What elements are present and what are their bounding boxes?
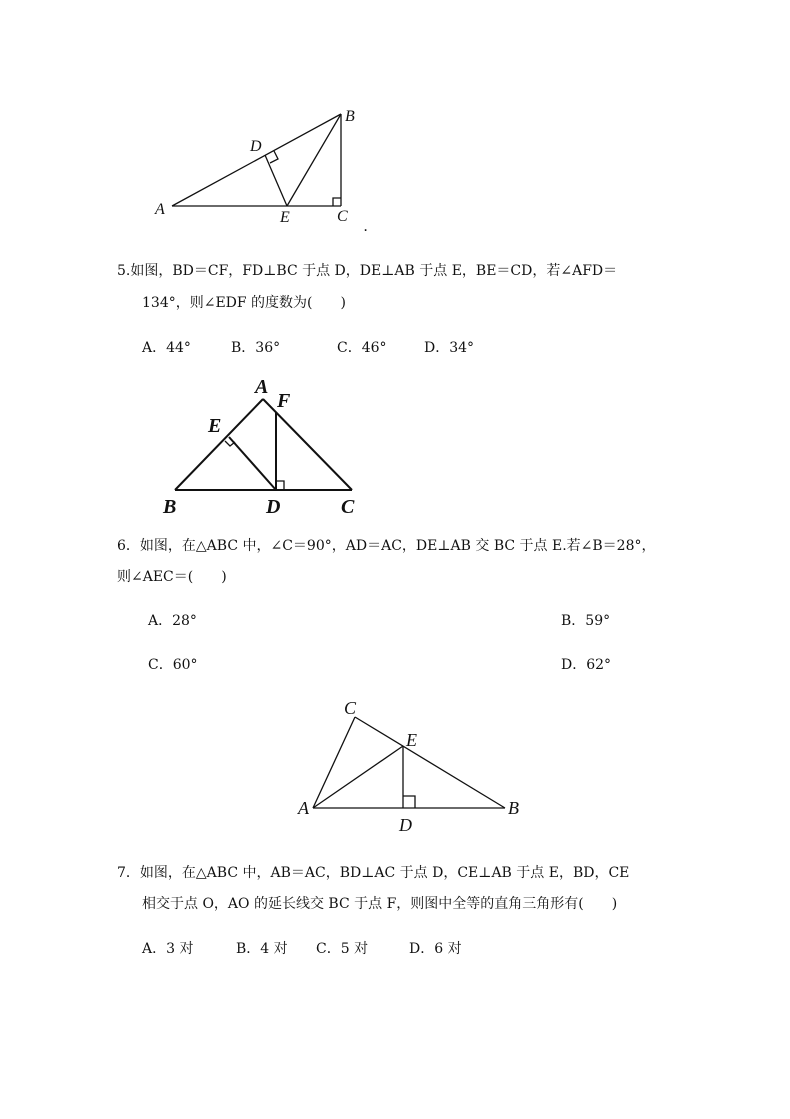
label-a: A <box>255 376 269 398</box>
trailing-dot: . <box>364 218 368 235</box>
label-a: A <box>298 798 309 818</box>
q5-option-c[interactable]: C．46° <box>337 340 387 356</box>
figure-2 <box>162 376 355 518</box>
label-d: D <box>266 496 281 518</box>
q6-option-a[interactable]: A．28° <box>148 613 197 629</box>
q7-option-d[interactable]: D．6 对 <box>409 941 462 957</box>
right-angle-mark-c <box>333 198 341 206</box>
question-6-line-2: 则∠AEC＝( ) <box>117 569 227 585</box>
label-d: D <box>399 815 412 835</box>
segment-cb <box>355 717 505 808</box>
label-d: D <box>250 138 262 155</box>
q6-option-d[interactable]: D．62° <box>561 657 612 673</box>
label-b: B <box>345 108 355 125</box>
label-f: F <box>277 390 291 412</box>
label-c: C <box>341 496 355 518</box>
segment-ab <box>175 399 263 490</box>
label-e: E <box>406 730 417 750</box>
q7-option-b[interactable]: B．4 对 <box>236 941 288 957</box>
figure-1 <box>154 108 368 235</box>
right-angle-mark-d <box>270 151 278 163</box>
q5-option-d[interactable]: D．34° <box>424 340 475 356</box>
right-angle-mark-d <box>276 481 284 490</box>
q6-option-c[interactable]: C．60° <box>148 657 198 673</box>
label-b: B <box>163 496 177 518</box>
figure-3 <box>297 698 519 835</box>
question-5-line-1: 5.如图，BD＝CF，FD⊥BC 于点 D，DE⊥AB 于点 E，BE＝CD，若∠AFD＝ <box>117 263 618 279</box>
segment-ed <box>229 437 276 490</box>
question-7-line-2: 相交于点 O，AO 的延长线交 BC 于点 F，则图中全等的直角三角形有( ) <box>142 896 618 912</box>
question-5-line-2: 134°，则∠EDF 的度数为( ) <box>142 295 346 311</box>
right-angle-mark-d <box>403 796 415 808</box>
segment-ae <box>313 746 403 808</box>
q5-option-a[interactable]: A．44° <box>142 340 191 356</box>
segment-ac <box>263 399 352 490</box>
segment-ab <box>172 114 341 206</box>
label-e: E <box>280 209 290 226</box>
q7-option-a[interactable]: A．3 对 <box>142 941 194 957</box>
q5-option-b[interactable]: B．36° <box>231 340 281 356</box>
label-a: A <box>155 201 165 218</box>
question-6-line-1: 6．如图，在△ABC 中，∠C＝90°，AD＝AC，DE⊥AB 交 BC 于点 E.若∠B＝28°， <box>117 538 656 554</box>
label-c: C <box>337 208 348 225</box>
segment-be <box>287 114 341 206</box>
right-angle-mark-e <box>225 441 235 446</box>
label-b: B <box>508 798 519 818</box>
segment-ac <box>313 717 355 808</box>
label-e: E <box>208 415 222 437</box>
label-c: C <box>344 698 357 718</box>
segment-de <box>265 155 287 206</box>
q6-option-b[interactable]: B．59° <box>561 613 611 629</box>
question-7-line-1: 7．如图，在△ABC 中，AB＝AC，BD⊥AC 于点 D，CE⊥AB 于点 E，BD，CE <box>117 865 630 881</box>
q7-option-c[interactable]: C．5 对 <box>316 941 369 957</box>
